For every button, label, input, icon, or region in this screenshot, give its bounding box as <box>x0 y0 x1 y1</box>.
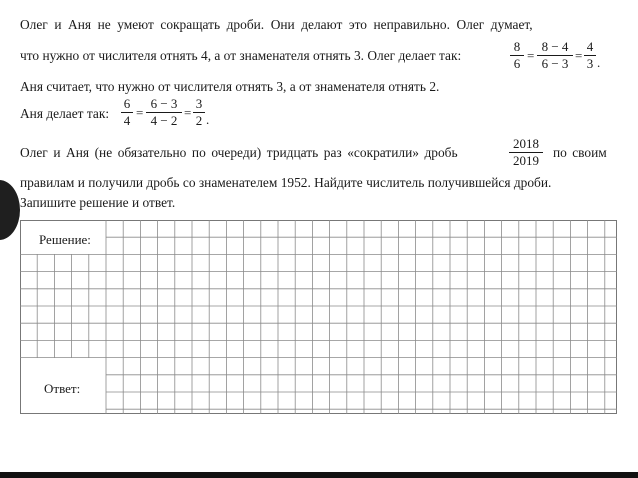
problem-line-7: Запишите решение и ответ. <box>20 195 176 210</box>
anya-fraction-2: 6 − 3 4 − 2 <box>146 97 182 128</box>
anya-equals-2: = <box>184 105 192 120</box>
problem-line-6: правилам и получили дробь со знаменателем 1952. Найдите числитель получившейся дроби. <box>20 175 552 190</box>
problem-line-1: Олег и Аня не умеют сокращать дроби. Они делают это неправильно. Олег думает, <box>20 17 533 32</box>
bottom-edge <box>0 472 638 478</box>
anya-fraction-1: 6 4 <box>121 97 133 128</box>
solution-label: Решение: <box>39 232 91 247</box>
answer-label: Ответ: <box>44 381 81 396</box>
anya-equals-1: = <box>136 105 144 120</box>
problem-line-5-end: по своим <box>553 145 607 160</box>
problem-line-3: Аня считает, что нужно от числителя отнять 3, а от знаменателя отнять 2. <box>20 79 440 94</box>
oleg-fraction-2: 8 − 4 6 − 3 <box>537 40 573 71</box>
anya-fraction-3: 3 2 <box>193 97 205 128</box>
oleg-equals-2: = <box>575 48 583 63</box>
problem-line-5: Олег и Аня (не обязательно по очереди) тридцать раз «сократили» дробь <box>20 145 458 160</box>
oleg-fraction-3: 4 3 <box>584 40 596 71</box>
problem-line-4: Аня делает так: <box>20 106 110 121</box>
problem-line-2: что нужно от числителя отнять 4, а от знаменателя отнять 3. Олег делает так: <box>20 48 462 63</box>
anya-period: . <box>206 112 210 127</box>
oleg-fraction-1: 8 6 <box>510 40 524 71</box>
oleg-period: . <box>597 55 601 70</box>
oleg-equals-1: = <box>527 48 535 63</box>
main-fraction: 2018 2019 <box>509 137 543 168</box>
